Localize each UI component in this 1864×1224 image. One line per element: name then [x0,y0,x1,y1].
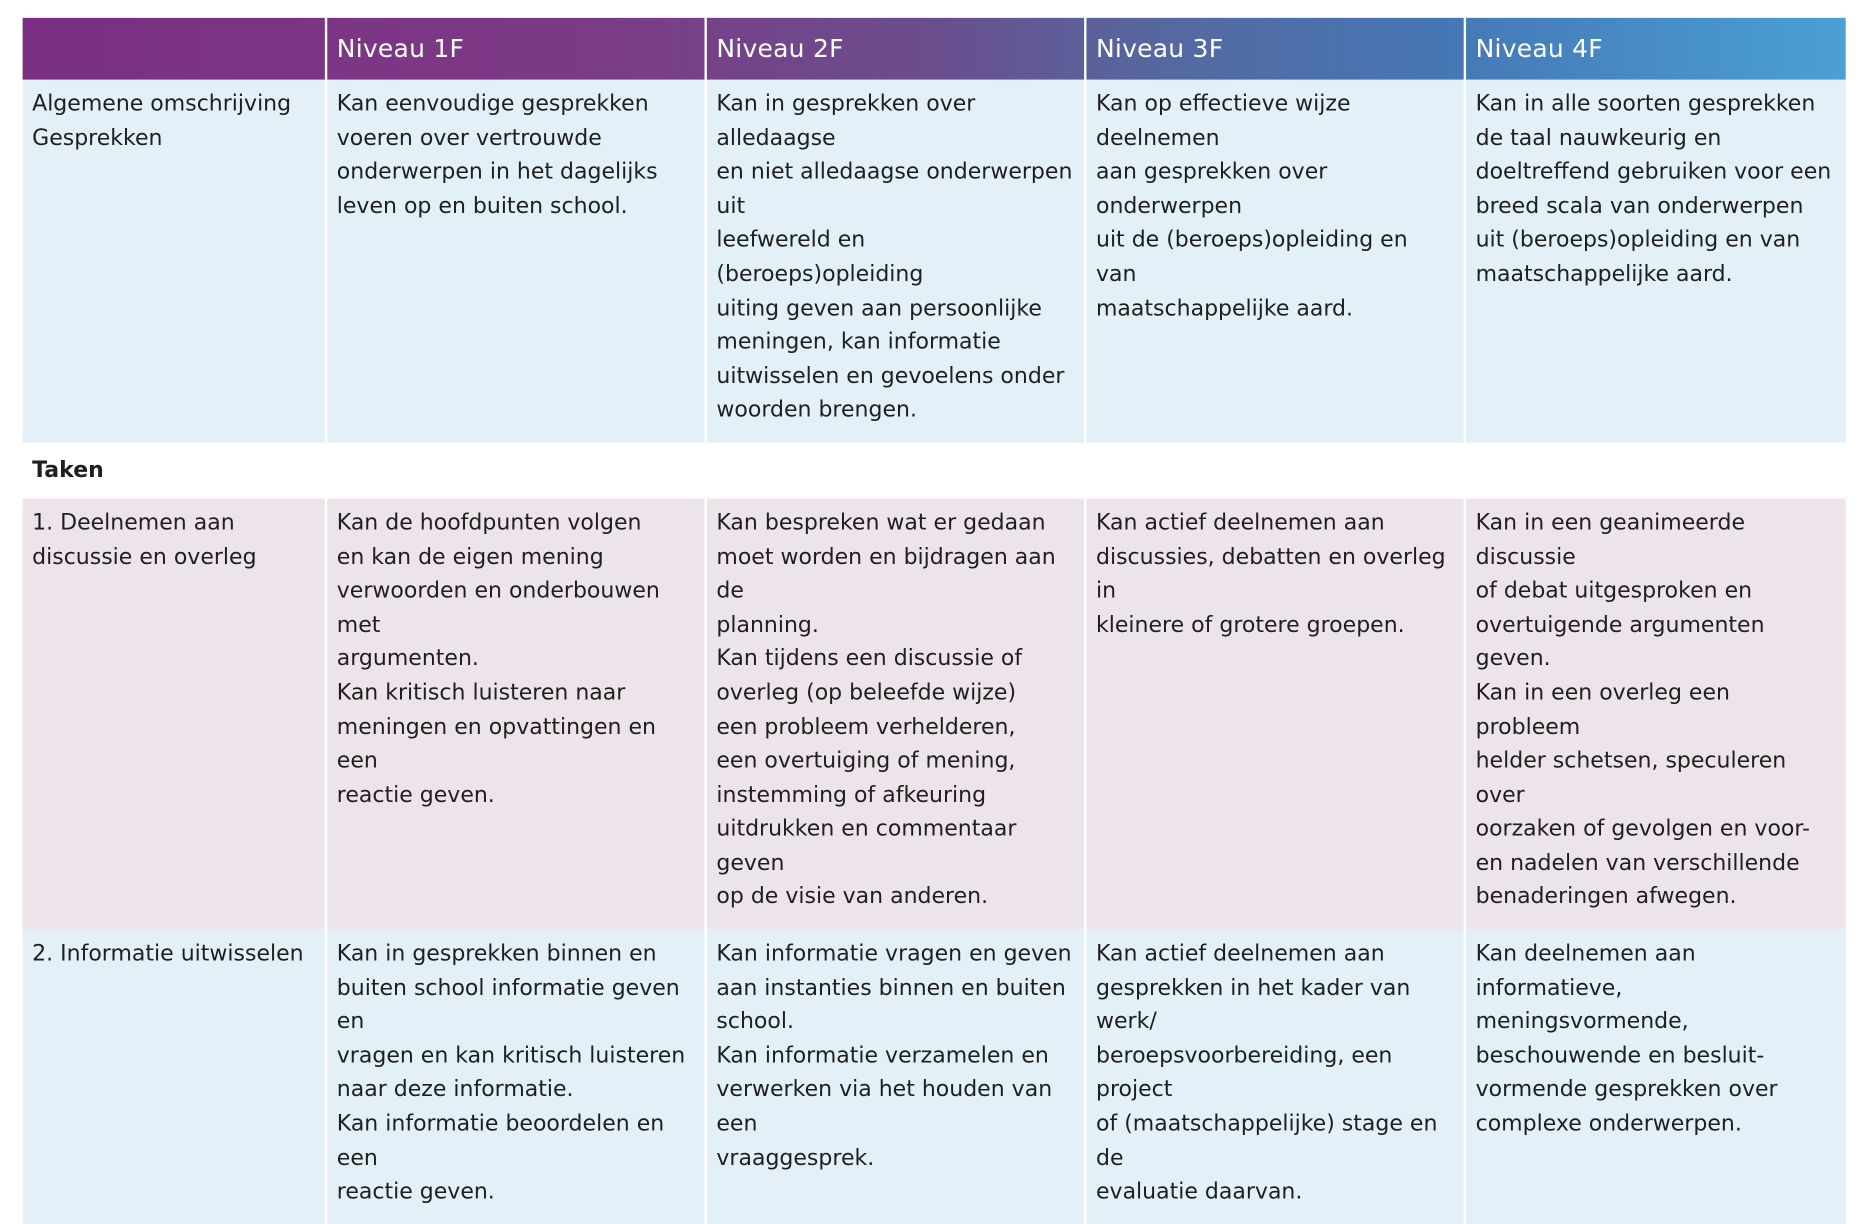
table-cell: Kan in een geanimeerde discussie of debat uitgesproken en overtuigende argumenten geven. Kan in een overleg een probleem helder schetsen, speculeren over oorzaken of gevolgen en voor- en nadelen van verschillende benaderingen afwegen. [1465,499,1846,930]
row-label: 1. Deelnemen aan discussie en overleg [23,499,326,930]
row-label: Algemene omschrijving Gesprekken [23,80,326,443]
table-cell: Kan bespreken wat er gedaan moet worden en bijdragen aan de planning. Kan tijdens een discussie of overleg (op beleefde wijze) een probleem verhelderen, een overtuiging of mening, instemming of afkeuring uitdrukken en commentaar geven op de visie van anderen. [706,499,1086,930]
table-cell: Kan informatie vragen en geven aan instanties binnen en buiten school. Kan informatie verzamelen en verwerken via het houden van een vraaggesprek. [706,929,1086,1224]
row-label: 2. Informatie uitwisselen [23,929,326,1224]
header-niveau-3f: Niveau 3F [1085,18,1465,80]
table-cell: Kan in gesprekken binnen en buiten school informatie geven en vragen en kan kritisch luisteren naar deze informatie. Kan informatie beoordelen en een reactie geven. [326,929,706,1224]
table-cell: Kan deelnemen aan informatieve, meningsvormende, beschouwende en besluit- vormende gesprekken over complexe onderwerpen. [1465,929,1846,1224]
table-cell: Kan de hoofdpunten volgen en kan de eigen mening verwoorden en onderbouwen met argumenten. Kan kritisch luisteren naar meningen en opvattingen en een reactie geven. [326,499,706,930]
table-cell: Kan in gesprekken over alledaagse en niet alledaagse onderwerpen uit leefwereld en (beroeps)opleiding uiting geven aan persoonlijke meningen, kan informatie uitwisselen en gevoelens onder woorden brengen. [706,80,1086,443]
table-cell: Kan actief deelnemen aan discussies, debatten en overleg in kleinere of grotere groepen. [1085,499,1465,930]
empty-cell [326,443,706,499]
header-corner [23,18,326,80]
section-title: Taken [23,443,326,499]
empty-cell [1085,443,1465,499]
empty-cell [1465,443,1846,499]
header-row [23,18,1846,80]
empty-cell [706,443,1086,499]
header-niveau-4f: Niveau 4F [1465,18,1846,80]
header-niveau-1f: Niveau 1F [326,18,706,80]
table-cell: Kan in alle soorten gesprekken de taal nauwkeurig en doeltreffend gebruiken voor een breed scala van onderwerpen uit (beroeps)opleiding en van maatschappelijke aard. [1465,80,1846,443]
section-row [23,443,1846,499]
table-cell: Kan eenvoudige gesprekken voeren over vertrouwde onderwerpen in het dagelijks leven op en buiten school. [326,80,706,443]
description-row [23,80,1846,443]
niveau-table [23,18,1846,1224]
task-row [23,499,1846,930]
header-niveau-2f: Niveau 2F [706,18,1086,80]
table-cell: Kan op effectieve wijze deelnemen aan gesprekken over onderwerpen uit de (beroeps)opleiding en van maatschappelijke aard. [1085,80,1465,443]
task-row [23,929,1846,1224]
table-cell: Kan actief deelnemen aan gesprekken in het kader van werk/ beroepsvoorbereiding, een project of (maatschappelijke) stage en de evaluatie daarvan. [1085,929,1465,1224]
